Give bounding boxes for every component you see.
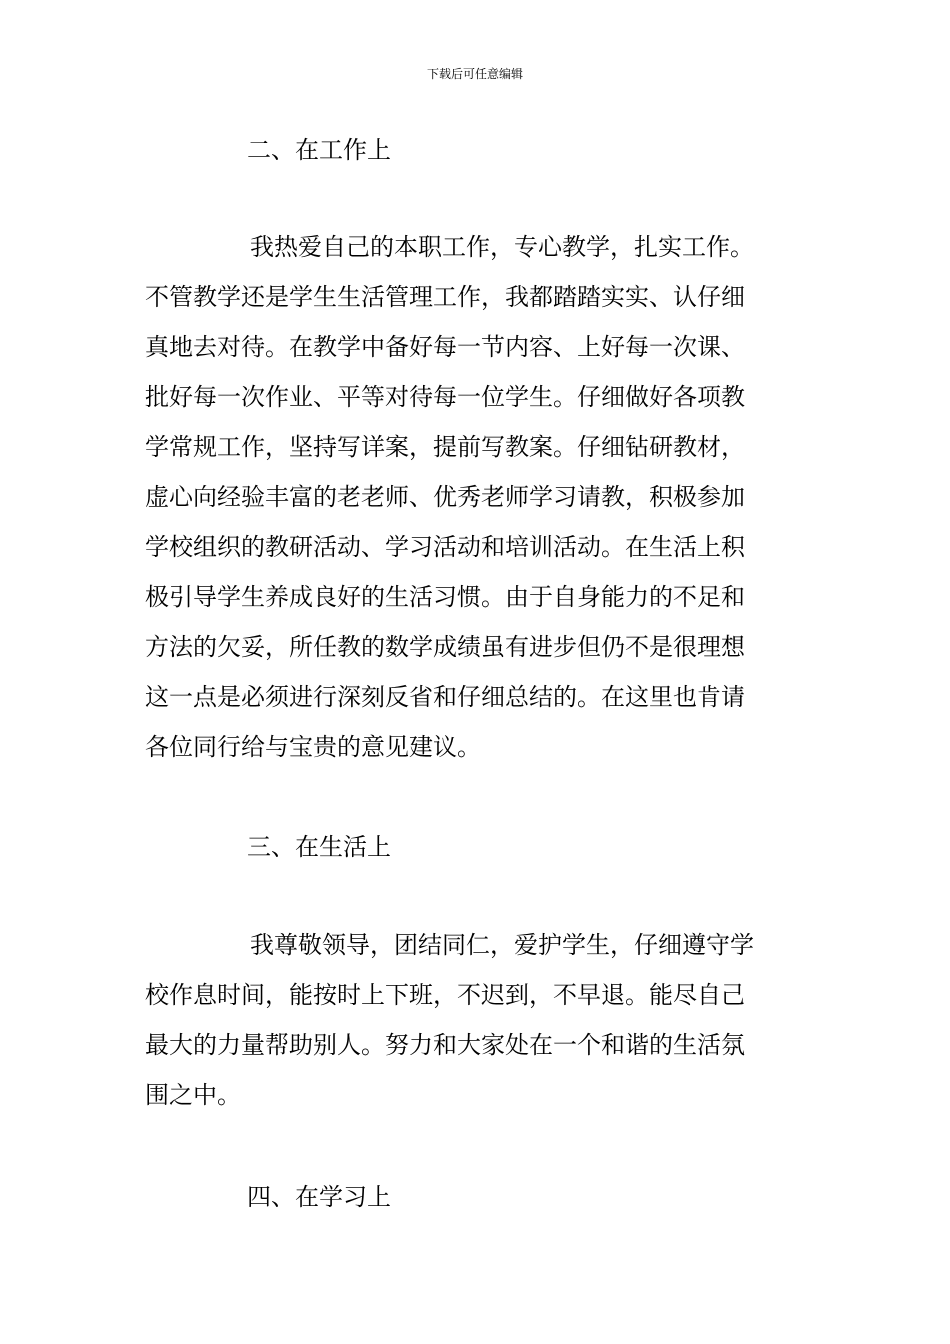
section-heading-study: 四、在学习上: [247, 1183, 391, 1211]
paragraph-line: 虚心向经验丰富的老老师、优秀老师学习请教，积极参加: [145, 483, 745, 511]
paragraph-line: 学校组织的教研活动、学习活动和培训活动。在生活上积: [145, 533, 745, 561]
section-heading-life: 三、在生活上: [247, 833, 391, 861]
section-heading-work: 二、在工作上: [247, 136, 391, 164]
paragraph-line: 学常规工作，坚持写详案，提前写教案。仔细钻研教材，: [145, 433, 745, 461]
paragraph-line: 极引导学生养成良好的生活习惯。由于自身能力的不足和: [145, 583, 745, 611]
paragraph-line: 校作息时间，能按时上下班，不迟到，不早退。能尽自己: [145, 981, 745, 1009]
paragraph-line: 最大的力量帮助别人。努力和大家处在一个和谐的生活氛: [145, 1031, 745, 1059]
paragraph-life: [145, 920, 810, 1120]
paragraph-work: [145, 222, 810, 772]
paragraph-line: 我热爱自己的本职工作，专心教学，扎实工作。: [250, 233, 754, 261]
paragraph-line: 批好每一次作业、平等对待每一位学生。仔细做好各项教: [145, 383, 745, 411]
paragraph-line: 围之中。: [145, 1081, 241, 1109]
paragraph-line: 这一点是必须进行深刻反省和仔细总结的。在这里也肯请: [145, 683, 745, 711]
paragraph-line: 各位同行给与宝贵的意见建议。: [145, 733, 481, 761]
paragraph-line: 不管教学还是学生生活管理工作，我都踏踏实实、认仔细: [145, 283, 745, 311]
paragraph-line: 方法的欠妥，所任教的数学成绩虽有进步但仍不是很理想: [145, 633, 745, 661]
page-header: 下载后可任意编辑: [426, 67, 523, 81]
paragraph-line: 我尊敬领导，团结同仁，爱护学生，仔细遵守学: [250, 931, 754, 959]
paragraph-line: 真地去对待。在教学中备好每一节内容、上好每一次课、: [145, 333, 745, 361]
